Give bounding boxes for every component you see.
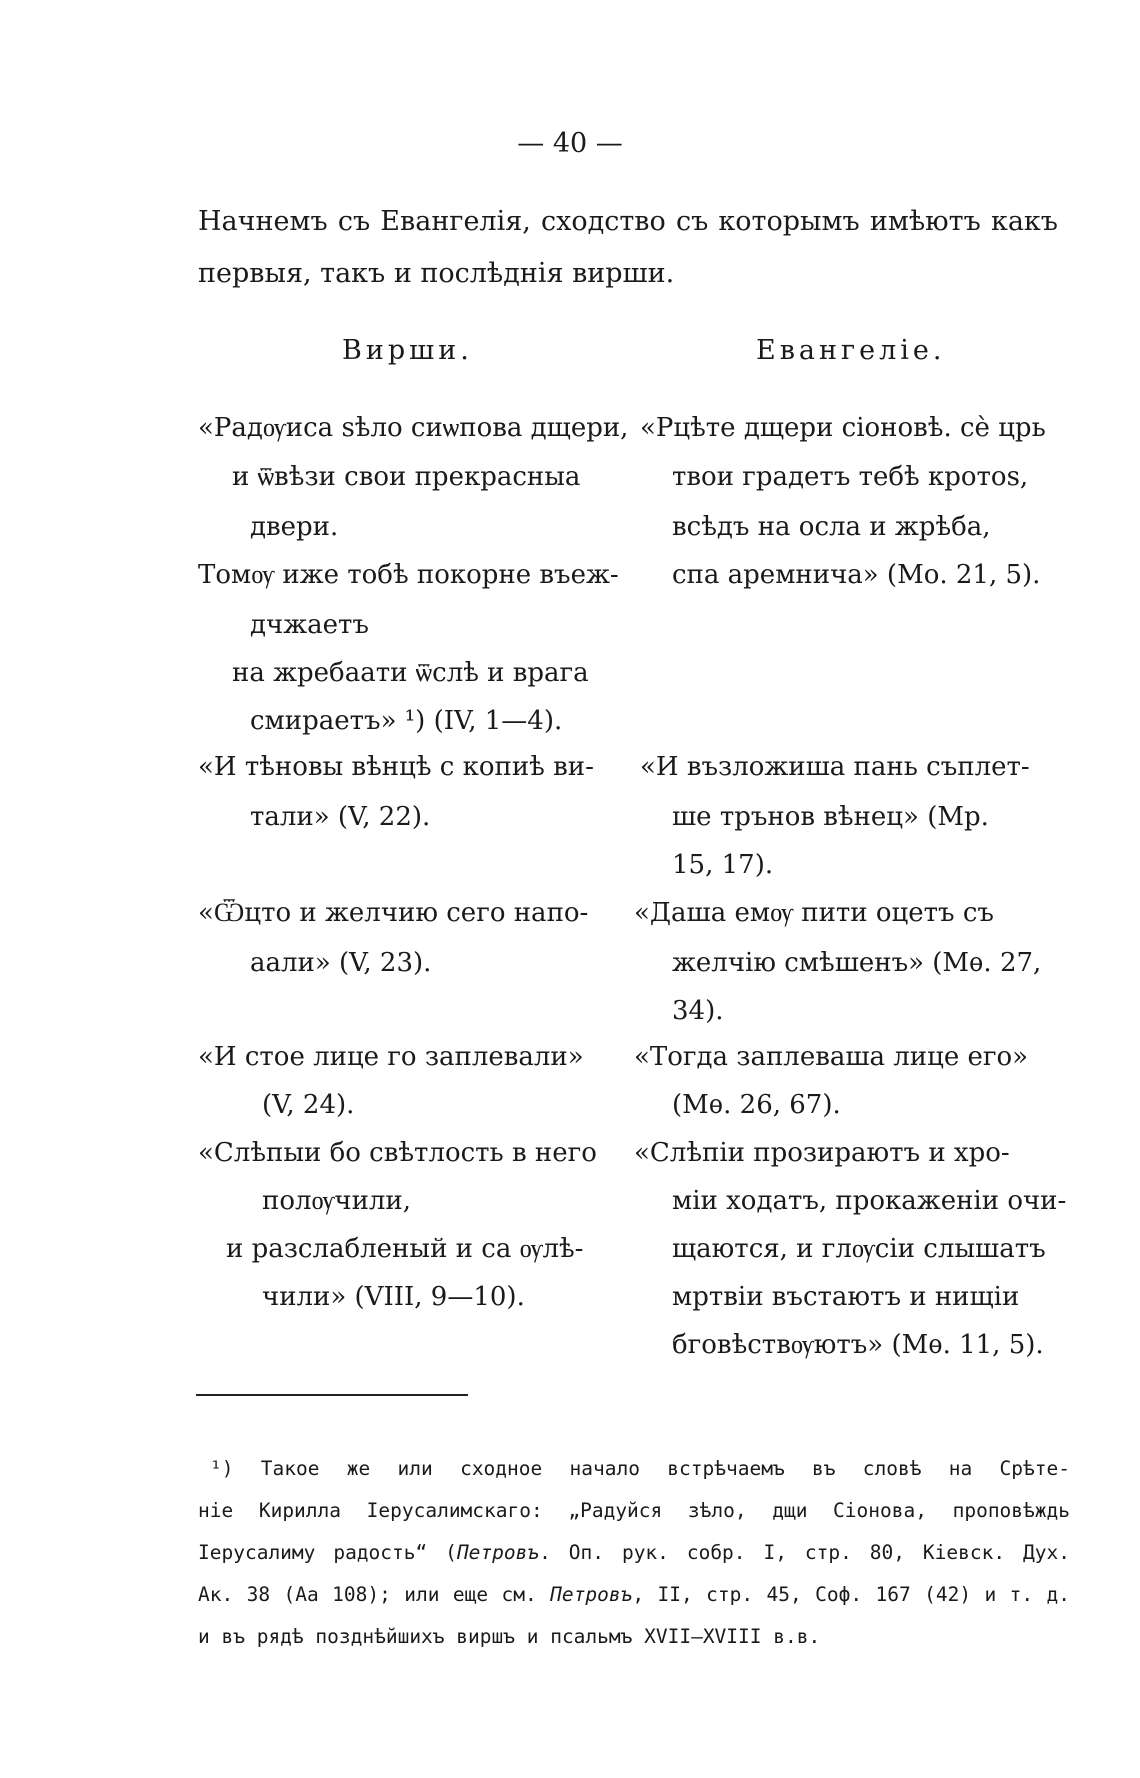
- footnote-text: , II, стр. 45, Соф. 167 (42) и т. д.: [632, 1583, 1071, 1606]
- gospel-line: 15, 17).: [672, 850, 774, 880]
- footnote-author: Петровъ: [456, 1541, 540, 1564]
- verse-line: аали» (V, 23).: [250, 948, 432, 978]
- gospel-line: ше трънов вѣнец» (Мр.: [672, 802, 989, 832]
- gospel-line: 34).: [672, 996, 724, 1026]
- verse-line: двери.: [250, 512, 339, 542]
- gospel-line: «И възложиша пань съплет-: [640, 752, 1030, 782]
- gospel-line: твои градетъ тебѣ кротоѕ,: [672, 462, 1029, 492]
- verse-line: «Слѣпыи бо свѣтлость в него: [198, 1138, 597, 1168]
- column-heading-gospel: Евангеліе.: [756, 335, 946, 366]
- verse-line: полѹчили,: [262, 1186, 412, 1216]
- verse-line: (V, 24).: [262, 1090, 355, 1120]
- gospel-line: спа аремнича» (Мо. 21, 5).: [672, 560, 1041, 590]
- footnote-text: Іерусалиму радость“ (: [198, 1541, 457, 1564]
- intro-paragraph: [198, 196, 1058, 300]
- footnote-rule: [196, 1394, 468, 1396]
- verse-line: «Ѿцто и желчию сего напо-: [198, 898, 589, 928]
- intro-line: первыя, такъ и послѣднія вирши.: [198, 258, 675, 289]
- gospel-line: щаются, и глѹсіи слышатъ: [672, 1234, 1046, 1264]
- footnote-author: Петровъ: [550, 1583, 633, 1606]
- footnote-line: и въ рядѣ позднѣйшихъ виршъ и псальмъ XVII—XVIII в.в.: [198, 1625, 821, 1648]
- footnote-line: ніе Кирилла Іерусалимскаго: „Радуйся зѣло, дщи Сіонова, проповѣждь: [198, 1499, 1070, 1522]
- verse-line: «И тѣновы вѣнцѣ с копиѣ ви-: [198, 752, 594, 782]
- column-heading-verses: Вирши.: [342, 335, 473, 366]
- verse-line: на жребаати ѿслѣ и врага: [232, 658, 589, 688]
- page-number: — 40 —: [517, 128, 623, 159]
- footnote-line: [198, 1574, 1070, 1616]
- verse-line: дчжаетъ: [250, 610, 369, 640]
- verse-line: «Радѹиса ѕѣло сиѡпова дщери,: [198, 413, 629, 443]
- verse-line: смираетъ» ¹) (IV, 1—4).: [250, 706, 563, 736]
- gospel-line: міи ходатъ, прокаженіи очи-: [672, 1186, 1067, 1216]
- intro-line: Начнемъ съ Евангелія, сходство съ которымъ имѣютъ какъ: [198, 206, 1058, 237]
- gospel-line: всѣдъ на осла и жрѣба,: [672, 512, 991, 542]
- gospel-line: «Даша емѹ пити оцетъ съ: [634, 898, 994, 928]
- gospel-line: «Рцѣте дщери сіоновѣ. сѐ црь: [640, 413, 1046, 443]
- gospel-line: бговѣствѹютъ» (Мѳ. 11, 5).: [672, 1330, 1044, 1360]
- gospel-line: мртвіи въстаютъ и нищіи: [672, 1282, 1020, 1312]
- gospel-line: «Тогда заплеваша лице его»: [634, 1042, 1029, 1072]
- verse-line: чили» (VIII, 9—10).: [262, 1282, 525, 1312]
- footnote-line: ¹) Такое же или сходное начало встрѣчаемъ въ словѣ на Срѣте-: [210, 1457, 1070, 1480]
- gospel-line: «Слѣпіи прозираютъ и хро-: [634, 1138, 1010, 1168]
- verse-line: «И стое лице го заплевали»: [198, 1042, 584, 1072]
- verse-line: тали» (V, 22).: [250, 802, 431, 832]
- footnote: [198, 1448, 1071, 1658]
- footnote-text: . Оп. рук. собр. I, стр. 80, Кіевск. Дух.: [539, 1541, 1071, 1564]
- verse-line: и разслабленый и са ѹлѣ-: [226, 1234, 584, 1264]
- gospel-line: (Мѳ. 26, 67).: [672, 1090, 841, 1120]
- verse-line: Томѹ иже тобѣ покорне въеж-: [198, 560, 619, 590]
- footnote-text: Ак. 38 (Аа 108); или еще см.: [198, 1583, 551, 1606]
- gospel-line: желчію смѣшенъ» (Мѳ. 27,: [672, 948, 1042, 978]
- verse-line: и ѿвѣзи свои прекрасныа: [232, 462, 581, 492]
- footnote-line: [198, 1532, 1070, 1574]
